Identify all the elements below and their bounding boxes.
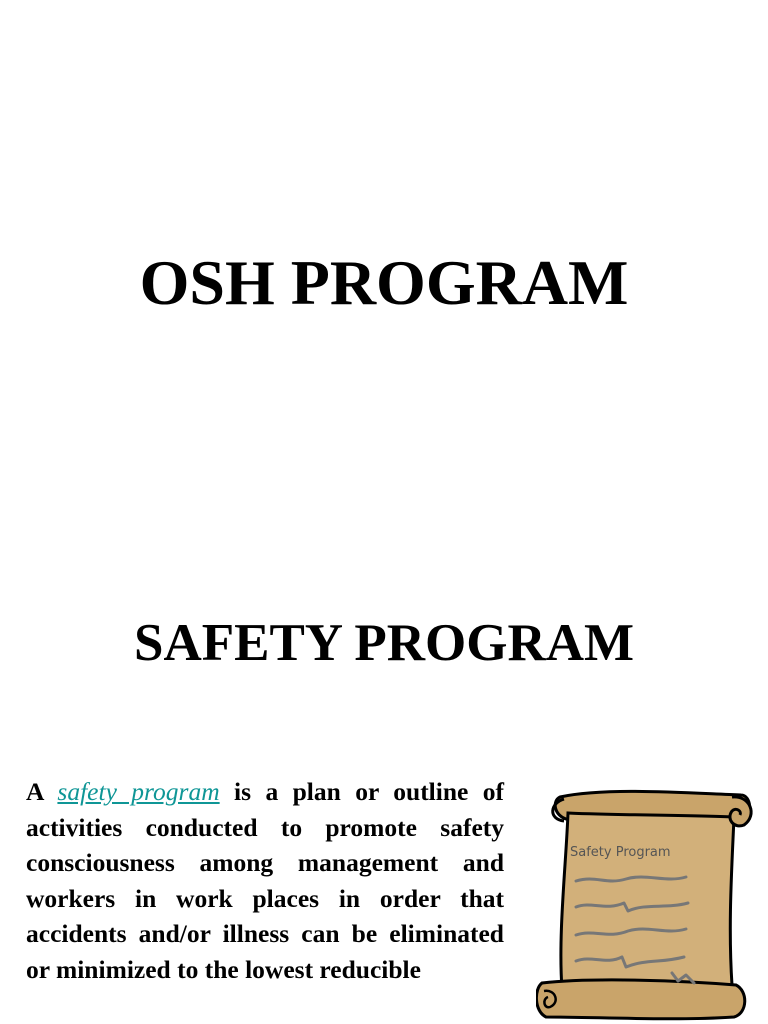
scroll-illustration: [536, 785, 758, 1024]
paragraph-rest: is a plan or outline of activities conducted to promote safety consciousness among management and workers in work places in order that accidents and/or illness can be eliminated or minimized to the lowest reducible: [26, 777, 505, 984]
definition-paragraph: [26, 774, 504, 988]
scroll-icon: [536, 785, 758, 1024]
main-title: OSH PROGRAM: [139, 247, 629, 318]
section-title: SAFETY PROGRAM: [133, 614, 635, 672]
safety-program-link[interactable]: safety program: [57, 777, 220, 806]
paragraph-lead: A: [26, 777, 58, 806]
scroll-label: Safety Program: [570, 845, 671, 860]
